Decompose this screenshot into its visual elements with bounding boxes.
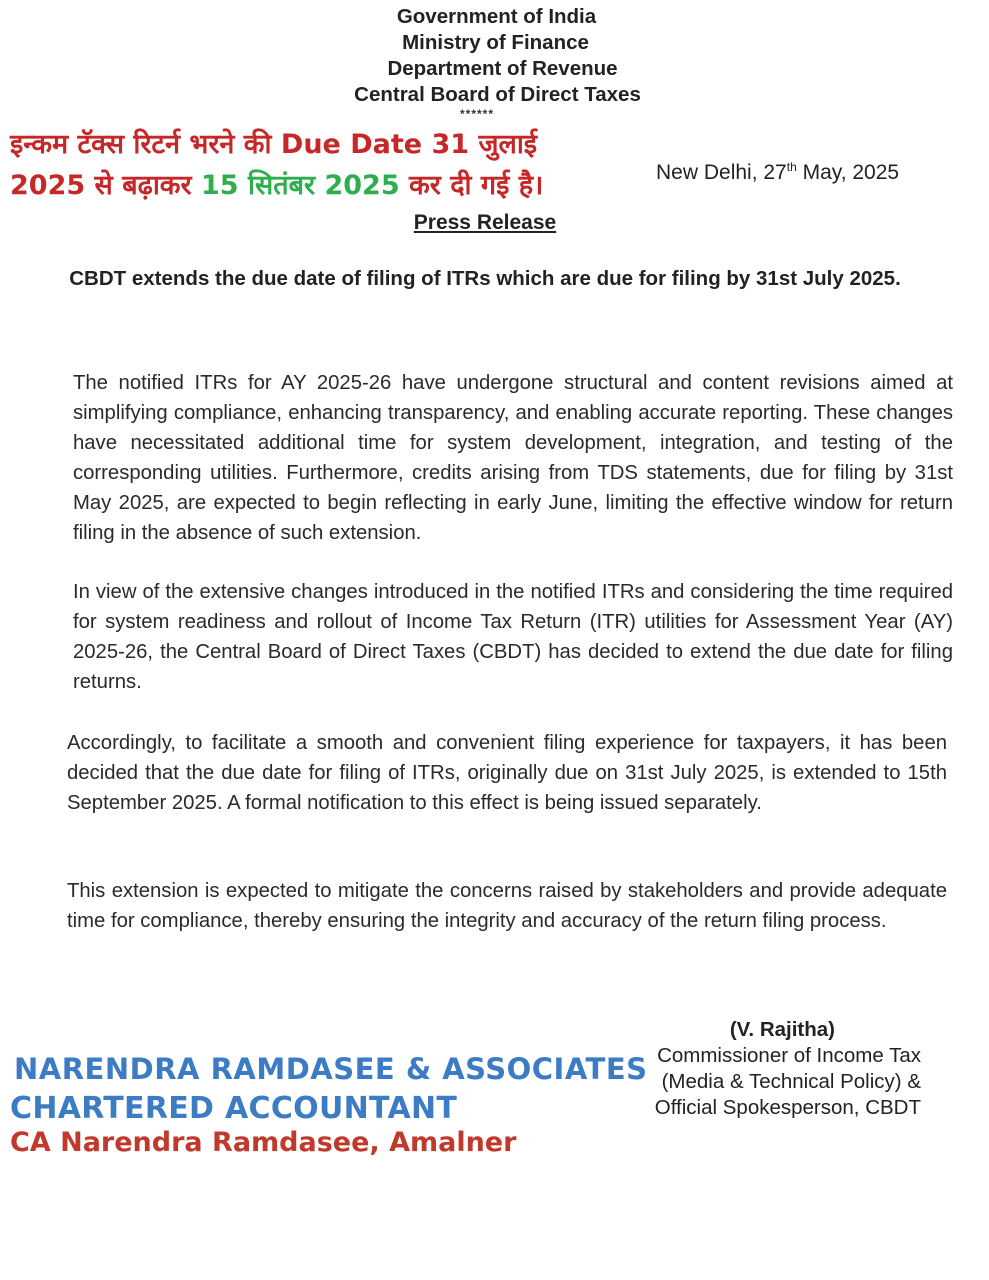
header-line-cbdt: Central Board of Direct Taxes [354, 83, 641, 106]
paragraph-3: Accordingly, to facilitate a smooth and convenient filing experience for taxpayers, it has been decided that the due date for filing of ITRs, originally due on 31st July 2025, is extended to 15th September 2025. A formal notification to this effect is being issued separately. [67, 732, 947, 814]
dateline-rest: May, 2025 [796, 161, 900, 184]
hindi-banner [10, 124, 650, 206]
hindi-banner-line1: इन्कम टॅक्स रिटर्न भरने की Due Date 31 जुलाई [10, 129, 538, 160]
signatory-title-3: Official Spokesperson, CBDT [654, 1096, 921, 1119]
government-header [0, 4, 989, 108]
signature-block [655, 1017, 921, 1121]
press-release-heading: Press Release [413, 211, 557, 234]
hindi-banner-line2 [10, 165, 650, 206]
subject-heading: CBDT extends the due date of filing of ITRs which are due for filing by 31st July 2025. [69, 267, 901, 290]
signatory-title-1: Commissioner of Income Tax [657, 1044, 921, 1067]
header-stars-divider: ****** [460, 107, 495, 121]
header-line-government: Government of India [396, 5, 597, 28]
dateline-prefix: New Delhi, 27 [656, 161, 787, 184]
header-line-ministry: Ministry of Finance [402, 31, 589, 54]
hindi-banner-new-date: 15 सितंबर 2025 [201, 170, 400, 201]
header-line-department: Department of Revenue [387, 57, 618, 80]
hindi-banner-line2-end: कर दी गई है। [399, 170, 544, 201]
firm-name: NARENDRA RAMDASEE & ASSOCIATES [14, 1052, 648, 1086]
paragraph-2: In view of the extensive changes introduced in the notified ITRs and considering the time required for system readiness and rollout of Income Tax Return (ITR) utilities for Assessment Year (AY) 2025-26, the Central Board of Direct Taxes (CBDT) has decided to extend the due date for filing returns. [73, 581, 953, 693]
signatory-title-2: (Media & Technical Policy) & [661, 1070, 921, 1093]
firm-designation: CHARTERED ACCOUNTANT [10, 1091, 458, 1126]
dateline-ordinal: th [786, 160, 797, 174]
firm-person: CA Narendra Ramdasee, Amalner [10, 1127, 517, 1158]
paragraph-1: The notified ITRs for AY 2025-26 have undergone structural and content revisions aimed at simplifying compliance, enhancing transparency, and enabling accurate reporting. These changes have necessitated additional time for system development, integration, and testing of the corresponding utilities. Furthermore, credits arising from TDS statements, due for filing by 31st May 2025, are expected to begin reflecting in early June, limiting the effective window for return filing in the absence of such extension. [73, 372, 953, 544]
paragraph-4: This extension is expected to mitigate the concerns raised by stakeholders and provide adequate time for compliance, thereby ensuring the integrity and accuracy of the return filing process. [67, 880, 947, 932]
signatory-name: (V. Rajitha) [729, 1018, 835, 1041]
dateline [656, 160, 899, 185]
hindi-banner-line2-start: 2025 से बढ़ाकर [10, 170, 201, 201]
